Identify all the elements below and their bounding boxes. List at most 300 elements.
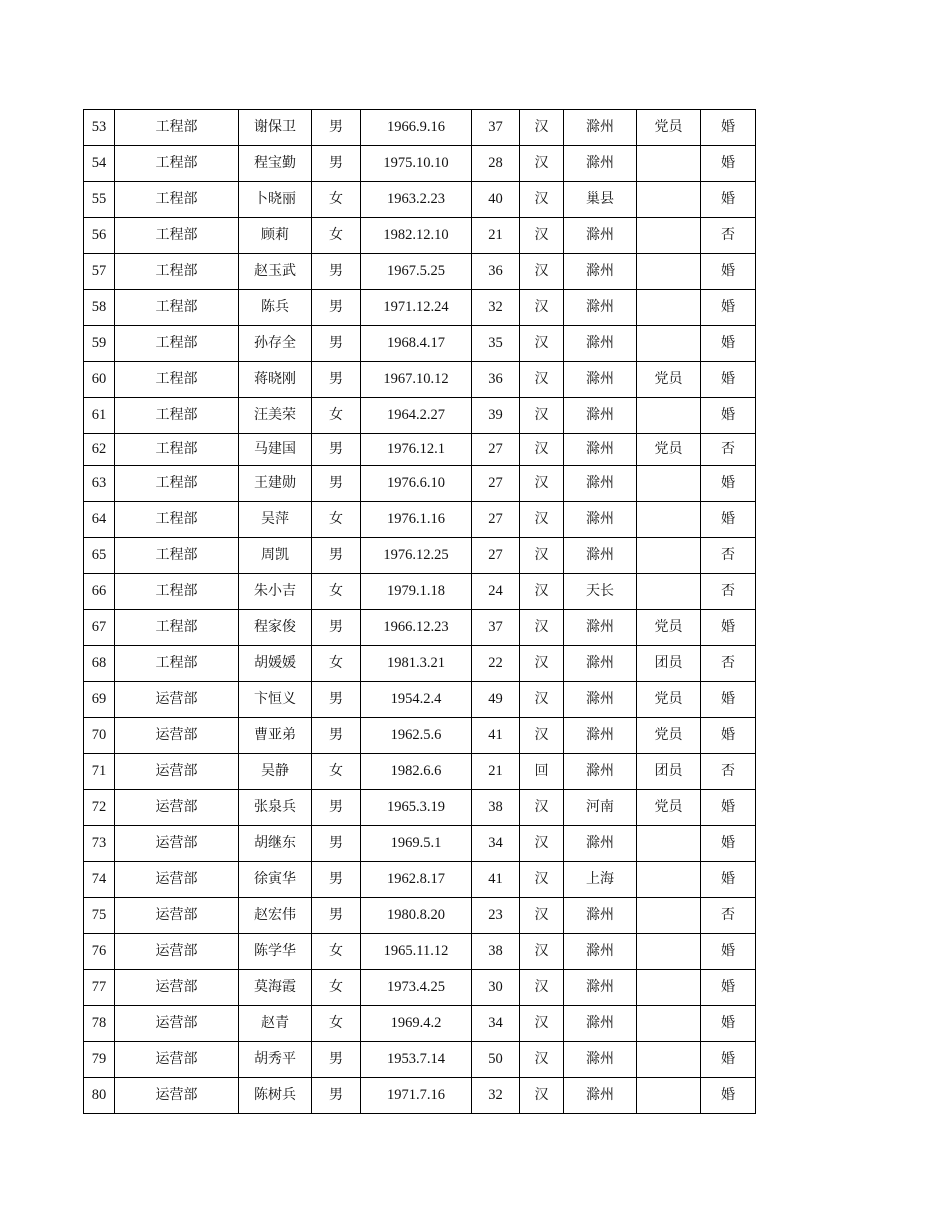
table-row <box>84 898 756 934</box>
ethnicity: 汉 <box>520 574 564 610</box>
department: 运营部 <box>115 1078 239 1114</box>
department: 工程部 <box>115 610 239 646</box>
age: 38 <box>472 790 520 826</box>
birth-date: 1971.12.24 <box>361 290 472 326</box>
birth-date: 1967.10.12 <box>361 362 472 398</box>
department: 工程部 <box>115 646 239 682</box>
table-row <box>84 1042 756 1078</box>
table-row <box>84 718 756 754</box>
political-status: 党员 <box>637 790 701 826</box>
gender: 女 <box>312 1006 361 1042</box>
age: 30 <box>472 970 520 1006</box>
age: 27 <box>472 466 520 502</box>
department: 工程部 <box>115 398 239 434</box>
marital-status: 否 <box>701 434 756 466</box>
birth-date: 1976.12.1 <box>361 434 472 466</box>
table-row <box>84 646 756 682</box>
age: 37 <box>472 110 520 146</box>
table-row <box>84 790 756 826</box>
birth-date: 1980.8.20 <box>361 898 472 934</box>
age: 28 <box>472 146 520 182</box>
political-status <box>637 218 701 254</box>
employee-name: 卞恒义 <box>239 682 312 718</box>
age: 21 <box>472 218 520 254</box>
marital-status: 婚 <box>701 970 756 1006</box>
row-number: 61 <box>84 398 115 434</box>
row-number: 64 <box>84 502 115 538</box>
origin: 滁州 <box>564 218 637 254</box>
marital-status: 婚 <box>701 398 756 434</box>
marital-status: 婚 <box>701 610 756 646</box>
table-row <box>84 1078 756 1114</box>
ethnicity: 汉 <box>520 290 564 326</box>
political-status <box>637 254 701 290</box>
birth-date: 1976.1.16 <box>361 502 472 538</box>
table-row <box>84 754 756 790</box>
birth-date: 1953.7.14 <box>361 1042 472 1078</box>
origin: 滁州 <box>564 290 637 326</box>
employee-name: 莫海霞 <box>239 970 312 1006</box>
political-status: 党员 <box>637 362 701 398</box>
table-row <box>84 254 756 290</box>
political-status <box>637 1042 701 1078</box>
political-status <box>637 290 701 326</box>
gender: 男 <box>312 862 361 898</box>
birth-date: 1962.8.17 <box>361 862 472 898</box>
employee-name: 赵玉武 <box>239 254 312 290</box>
table-row <box>84 934 756 970</box>
department: 工程部 <box>115 502 239 538</box>
marital-status: 婚 <box>701 146 756 182</box>
gender: 男 <box>312 146 361 182</box>
gender: 女 <box>312 970 361 1006</box>
row-number: 54 <box>84 146 115 182</box>
birth-date: 1969.5.1 <box>361 826 472 862</box>
department: 工程部 <box>115 110 239 146</box>
marital-status: 婚 <box>701 362 756 398</box>
row-number: 76 <box>84 934 115 970</box>
origin: 滁州 <box>564 718 637 754</box>
table-row <box>84 110 756 146</box>
gender: 男 <box>312 290 361 326</box>
department: 运营部 <box>115 682 239 718</box>
marital-status: 婚 <box>701 718 756 754</box>
employee-name: 赵青 <box>239 1006 312 1042</box>
ethnicity: 汉 <box>520 218 564 254</box>
gender: 男 <box>312 326 361 362</box>
political-status <box>637 1078 701 1114</box>
political-status: 党员 <box>637 110 701 146</box>
row-number: 59 <box>84 326 115 362</box>
origin: 天长 <box>564 574 637 610</box>
origin: 滁州 <box>564 826 637 862</box>
table-row <box>84 538 756 574</box>
marital-status: 否 <box>701 646 756 682</box>
employee-name: 王建勋 <box>239 466 312 502</box>
ethnicity: 汉 <box>520 182 564 218</box>
ethnicity: 汉 <box>520 1042 564 1078</box>
age: 27 <box>472 502 520 538</box>
table-row <box>84 362 756 398</box>
political-status <box>637 1006 701 1042</box>
employee-name: 曹亚弟 <box>239 718 312 754</box>
origin: 滁州 <box>564 682 637 718</box>
political-status <box>637 326 701 362</box>
ethnicity: 汉 <box>520 718 564 754</box>
employee-name: 朱小吉 <box>239 574 312 610</box>
gender: 男 <box>312 610 361 646</box>
ethnicity: 回 <box>520 754 564 790</box>
political-status <box>637 826 701 862</box>
origin: 滁州 <box>564 1042 637 1078</box>
ethnicity: 汉 <box>520 146 564 182</box>
department: 运营部 <box>115 718 239 754</box>
row-number: 53 <box>84 110 115 146</box>
marital-status: 婚 <box>701 110 756 146</box>
gender: 男 <box>312 1042 361 1078</box>
table-row <box>84 970 756 1006</box>
employee-name: 程宝勤 <box>239 146 312 182</box>
political-status: 党员 <box>637 434 701 466</box>
gender: 男 <box>312 466 361 502</box>
department: 运营部 <box>115 790 239 826</box>
marital-status: 否 <box>701 898 756 934</box>
department: 工程部 <box>115 290 239 326</box>
table-row <box>84 326 756 362</box>
row-number: 56 <box>84 218 115 254</box>
ethnicity: 汉 <box>520 362 564 398</box>
gender: 女 <box>312 754 361 790</box>
employee-name: 陈兵 <box>239 290 312 326</box>
origin: 河南 <box>564 790 637 826</box>
ethnicity: 汉 <box>520 254 564 290</box>
employee-name: 陈树兵 <box>239 1078 312 1114</box>
age: 27 <box>472 538 520 574</box>
origin: 滁州 <box>564 538 637 574</box>
age: 50 <box>472 1042 520 1078</box>
birth-date: 1965.11.12 <box>361 934 472 970</box>
gender: 男 <box>312 682 361 718</box>
origin: 滁州 <box>564 146 637 182</box>
department: 运营部 <box>115 934 239 970</box>
department: 工程部 <box>115 146 239 182</box>
age: 36 <box>472 254 520 290</box>
employee-name: 张泉兵 <box>239 790 312 826</box>
department: 运营部 <box>115 898 239 934</box>
gender: 男 <box>312 110 361 146</box>
political-status: 团员 <box>637 646 701 682</box>
employee-name: 陈学华 <box>239 934 312 970</box>
political-status <box>637 934 701 970</box>
age: 32 <box>472 290 520 326</box>
ethnicity: 汉 <box>520 110 564 146</box>
origin: 滁州 <box>564 254 637 290</box>
marital-status: 婚 <box>701 682 756 718</box>
birth-date: 1964.2.27 <box>361 398 472 434</box>
marital-status: 婚 <box>701 254 756 290</box>
ethnicity: 汉 <box>520 1006 564 1042</box>
employee-name: 谢保卫 <box>239 110 312 146</box>
employee-name: 胡媛媛 <box>239 646 312 682</box>
age: 36 <box>472 362 520 398</box>
origin: 滁州 <box>564 970 637 1006</box>
birth-date: 1967.5.25 <box>361 254 472 290</box>
origin: 滁州 <box>564 110 637 146</box>
row-number: 75 <box>84 898 115 934</box>
table-row <box>84 1006 756 1042</box>
birth-date: 1976.6.10 <box>361 466 472 502</box>
table-row <box>84 218 756 254</box>
age: 38 <box>472 934 520 970</box>
birth-date: 1975.10.10 <box>361 146 472 182</box>
birth-date: 1973.4.25 <box>361 970 472 1006</box>
origin: 滁州 <box>564 362 637 398</box>
gender: 男 <box>312 434 361 466</box>
table-row <box>84 182 756 218</box>
department: 工程部 <box>115 362 239 398</box>
origin: 滁州 <box>564 898 637 934</box>
ethnicity: 汉 <box>520 934 564 970</box>
marital-status: 婚 <box>701 1042 756 1078</box>
department: 工程部 <box>115 574 239 610</box>
age: 24 <box>472 574 520 610</box>
birth-date: 1966.12.23 <box>361 610 472 646</box>
origin: 滁州 <box>564 646 637 682</box>
gender: 男 <box>312 718 361 754</box>
ethnicity: 汉 <box>520 790 564 826</box>
marital-status: 婚 <box>701 790 756 826</box>
marital-status: 婚 <box>701 466 756 502</box>
marital-status: 婚 <box>701 934 756 970</box>
employee-name: 卜晓丽 <box>239 182 312 218</box>
ethnicity: 汉 <box>520 682 564 718</box>
department: 工程部 <box>115 254 239 290</box>
birth-date: 1982.12.10 <box>361 218 472 254</box>
row-number: 74 <box>84 862 115 898</box>
ethnicity: 汉 <box>520 610 564 646</box>
age: 23 <box>472 898 520 934</box>
origin: 滁州 <box>564 1078 637 1114</box>
gender: 男 <box>312 790 361 826</box>
employee-name: 周凯 <box>239 538 312 574</box>
birth-date: 1969.4.2 <box>361 1006 472 1042</box>
political-status <box>637 970 701 1006</box>
political-status: 团员 <box>637 754 701 790</box>
marital-status: 婚 <box>701 1078 756 1114</box>
marital-status: 婚 <box>701 290 756 326</box>
table-row <box>84 398 756 434</box>
marital-status: 否 <box>701 754 756 790</box>
birth-date: 1966.9.16 <box>361 110 472 146</box>
birth-date: 1981.3.21 <box>361 646 472 682</box>
origin: 滁州 <box>564 502 637 538</box>
origin: 上海 <box>564 862 637 898</box>
ethnicity: 汉 <box>520 826 564 862</box>
age: 22 <box>472 646 520 682</box>
birth-date: 1965.3.19 <box>361 790 472 826</box>
row-number: 72 <box>84 790 115 826</box>
origin: 滁州 <box>564 326 637 362</box>
birth-date: 1954.2.4 <box>361 682 472 718</box>
gender: 女 <box>312 182 361 218</box>
department: 工程部 <box>115 434 239 466</box>
political-status <box>637 146 701 182</box>
ethnicity: 汉 <box>520 398 564 434</box>
row-number: 79 <box>84 1042 115 1078</box>
age: 40 <box>472 182 520 218</box>
age: 41 <box>472 718 520 754</box>
political-status: 党员 <box>637 610 701 646</box>
row-number: 66 <box>84 574 115 610</box>
age: 32 <box>472 1078 520 1114</box>
row-number: 68 <box>84 646 115 682</box>
employee-name: 徐寅华 <box>239 862 312 898</box>
age: 27 <box>472 434 520 466</box>
department: 运营部 <box>115 1042 239 1078</box>
origin: 巢县 <box>564 182 637 218</box>
employee-name: 孙存全 <box>239 326 312 362</box>
department: 运营部 <box>115 970 239 1006</box>
row-number: 71 <box>84 754 115 790</box>
employee-name: 蒋晓刚 <box>239 362 312 398</box>
marital-status: 否 <box>701 574 756 610</box>
row-number: 60 <box>84 362 115 398</box>
employee-name: 胡继东 <box>239 826 312 862</box>
political-status <box>637 574 701 610</box>
row-number: 69 <box>84 682 115 718</box>
ethnicity: 汉 <box>520 434 564 466</box>
row-number: 67 <box>84 610 115 646</box>
row-number: 70 <box>84 718 115 754</box>
birth-date: 1979.1.18 <box>361 574 472 610</box>
gender: 男 <box>312 898 361 934</box>
row-number: 62 <box>84 434 115 466</box>
origin: 滁州 <box>564 434 637 466</box>
birth-date: 1963.2.23 <box>361 182 472 218</box>
political-status: 党员 <box>637 682 701 718</box>
marital-status: 婚 <box>701 326 756 362</box>
table-row <box>84 502 756 538</box>
gender: 女 <box>312 574 361 610</box>
ethnicity: 汉 <box>520 502 564 538</box>
marital-status: 否 <box>701 538 756 574</box>
department: 工程部 <box>115 326 239 362</box>
marital-status: 婚 <box>701 502 756 538</box>
ethnicity: 汉 <box>520 970 564 1006</box>
gender: 女 <box>312 218 361 254</box>
birth-date: 1971.7.16 <box>361 1078 472 1114</box>
ethnicity: 汉 <box>520 898 564 934</box>
gender: 男 <box>312 254 361 290</box>
employee-roster-table <box>83 109 756 1114</box>
gender: 男 <box>312 1078 361 1114</box>
row-number: 77 <box>84 970 115 1006</box>
marital-status: 婚 <box>701 862 756 898</box>
row-number: 57 <box>84 254 115 290</box>
age: 34 <box>472 826 520 862</box>
origin: 滁州 <box>564 754 637 790</box>
employee-name: 胡秀平 <box>239 1042 312 1078</box>
birth-date: 1962.5.6 <box>361 718 472 754</box>
political-status <box>637 862 701 898</box>
marital-status: 婚 <box>701 1006 756 1042</box>
age: 39 <box>472 398 520 434</box>
ethnicity: 汉 <box>520 466 564 502</box>
marital-status: 婚 <box>701 826 756 862</box>
table-row <box>84 610 756 646</box>
ethnicity: 汉 <box>520 1078 564 1114</box>
age: 35 <box>472 326 520 362</box>
gender: 男 <box>312 826 361 862</box>
political-status <box>637 502 701 538</box>
employee-name: 吴萍 <box>239 502 312 538</box>
political-status <box>637 538 701 574</box>
origin: 滁州 <box>564 1006 637 1042</box>
employee-name: 吴静 <box>239 754 312 790</box>
gender: 女 <box>312 398 361 434</box>
row-number: 55 <box>84 182 115 218</box>
row-number: 78 <box>84 1006 115 1042</box>
political-status: 党员 <box>637 718 701 754</box>
birth-date: 1982.6.6 <box>361 754 472 790</box>
department: 工程部 <box>115 218 239 254</box>
origin: 滁州 <box>564 934 637 970</box>
birth-date: 1968.4.17 <box>361 326 472 362</box>
origin: 滁州 <box>564 466 637 502</box>
row-number: 63 <box>84 466 115 502</box>
table-row <box>84 826 756 862</box>
gender: 女 <box>312 934 361 970</box>
origin: 滁州 <box>564 610 637 646</box>
gender: 男 <box>312 362 361 398</box>
department: 运营部 <box>115 754 239 790</box>
table-row <box>84 862 756 898</box>
age: 37 <box>472 610 520 646</box>
employee-name: 汪美荣 <box>239 398 312 434</box>
employee-name: 马建国 <box>239 434 312 466</box>
employee-name: 顾莉 <box>239 218 312 254</box>
ethnicity: 汉 <box>520 326 564 362</box>
row-number: 65 <box>84 538 115 574</box>
political-status <box>637 466 701 502</box>
marital-status: 否 <box>701 218 756 254</box>
table-row <box>84 434 756 466</box>
row-number: 73 <box>84 826 115 862</box>
political-status <box>637 898 701 934</box>
table-row <box>84 682 756 718</box>
employee-name: 程家俊 <box>239 610 312 646</box>
table-row <box>84 466 756 502</box>
table-row <box>84 574 756 610</box>
employee-name: 赵宏伟 <box>239 898 312 934</box>
table-row <box>84 290 756 326</box>
department: 工程部 <box>115 538 239 574</box>
age: 49 <box>472 682 520 718</box>
marital-status: 婚 <box>701 182 756 218</box>
department: 运营部 <box>115 1006 239 1042</box>
row-number: 58 <box>84 290 115 326</box>
ethnicity: 汉 <box>520 538 564 574</box>
ethnicity: 汉 <box>520 862 564 898</box>
age: 34 <box>472 1006 520 1042</box>
department: 工程部 <box>115 182 239 218</box>
roster-body <box>84 110 756 1114</box>
ethnicity: 汉 <box>520 646 564 682</box>
age: 41 <box>472 862 520 898</box>
gender: 女 <box>312 502 361 538</box>
political-status <box>637 398 701 434</box>
political-status <box>637 182 701 218</box>
